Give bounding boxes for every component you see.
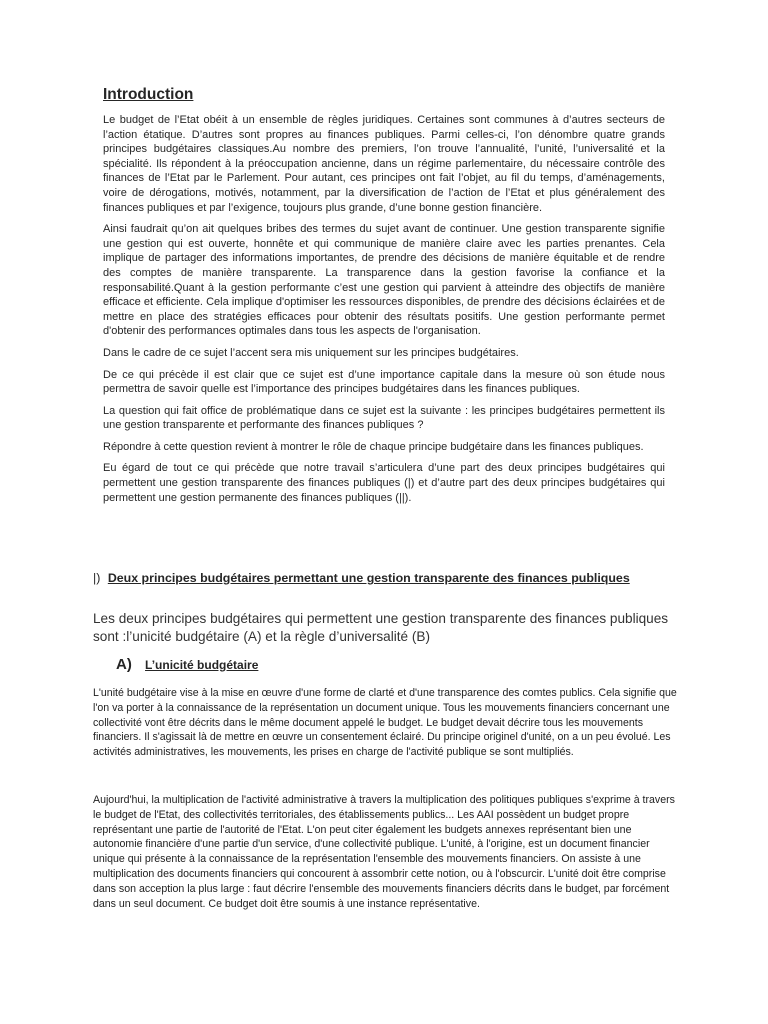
subsection-paragraph: L'unité budgétaire vise à la mise en œuvre d'une forme de clarté et d'une transparence des comtes publics. Cela signifie que l'on va porter à la connaissance de la représentation un document unique. Tous les mouvements financiers concernant une collectivité vont être décrits dans le même document appelé le budget. Le budget devait décrire tous les mouvements financiers. Il s'agissait là de mettre en œuvre un consentement éclairé. Du principe originel d'unité, on a un peu évolué. Les activités administratives, les mouvements, les prises en charge de l'activité publique se sont multipliés. [93,687,677,759]
intro-paragraph: Le budget de l’Etat obéit à un ensemble de règles juridiques. Certaines sont communes à d’autres secteurs de l’action étatique. D’autres sont propres au finances publiques. Parmi celles-ci, l’on dénombre quatre grands principes budgétaires classiques.Au nombre des premiers, l’on trouve l’annualité, l’unité, l’universalité et la spécialité. Ils répondent à la préoccupation ancienne, dans un régime parlementaire, du nécessaire contrôle des finances de l’Etat par le Parlement. Pour autant, ces principes ont fait l’objet, au fil du temps, d’aménagements, voire de dérogations, motivés, notamment, par la diversification de l’action de l’Etat et plus généralement des finances publiques et par l’exigence, toujours plus grande, d’une bonne gestion financière. [103,114,665,214]
section-title: Deux principes budgétaires permettant une gestion transparente des finances publiques [107,571,630,585]
introduction-heading: Introduction [103,86,194,103]
intro-paragraph: Dans le cadre de ce sujet l’accent sera mis uniquement sur les principes budgétaires. [103,346,519,359]
section-1-intro: Les deux principes budgétaires qui permettent une gestion transparente des finances publiques sont :l’unicité budgétaire (A) et la règle d’universalité (B) [93,611,669,644]
intro-paragraph: De ce qui précède il est clair que ce sujet est d’une importance capitale dans la mesure où son étude nous permettra de savoir quelle est l’importance des principes budgétaires dans les finances publiques. [103,368,665,396]
intro-paragraph: Eu égard de tout ce qui précède que notre travail s’articulera d’une part des deux principes budgétaires qui permettent une gestion transparente des finances publiques (|) et d’autre part des deux principes budgétaires qui permettent une gestion permanente des finances publiques (||). [103,462,665,504]
subsection-a-heading [116,652,258,674]
intro-paragraph: La question qui fait office de problématique dans ce sujet est la suivante : les principes budgétaires permettent ils une gestion transparente et performante des finances publiques ? [103,404,665,432]
intro-paragraph: Répondre à cette question revient à montrer le rôle de chaque principe budgétaire dans les finances publiques. [103,440,644,453]
subsection-label: A) [116,656,132,673]
subsection-paragraph: Aujourd'hui, la multiplication de l'activité administrative à travers la multiplication des politiques publiques s'exprime à travers le budget de l'Etat, des collectivités territoriales, des établissements publics... Les AAI possèdent un budget propre représentant une partie de l'autorité de l'Etat. L'on peut citer également les budgets annexes représentant bien une autonomie financière d'une partie d'un service, d'une collectivité publique. L'unité, à l'origine, est un document financier unique qui présente à la connaissance de la représentation l'ensemble des mouvements financiers. On assiste à une multiplication des documents financiers qui concourent à assombrir cette notion, ou à l'obscurcir. L'unité doit être comprise dans son acception la plus large : faut décrire l'ensemble des mouvements financiers décrits dans le budget, par forcément dans un seul document. Ce budget doit être soumis à une instance représentative. [93,794,675,910]
subsection-title: L’unicité budgétaire [145,658,259,672]
introduction-body [103,113,665,512]
intro-paragraph: Ainsi faudrait qu’on ait quelques bribes des termes du sujet avant de continuer. Une gestion transparente signifie une gestion qui est ouverte, honnête et qui communique de manière claire avec les parties prenantes. Cela implique de partager des informations importantes, de prendre des décisions de manière équitable et de rendre des comptes de manière transparente. La transparence dans la gestion favorise la confiance et la responsabilité.Quant à la gestion performante c’est une gestion qui parvient à atteindre des objectifs de manière efficace et efficiente. Cela implique d'optimiser les ressources disponibles, de prendre des décisions éclairées et de mettre en place des stratégies efficaces pour obtenir des résultats positifs. Une gestion performante permet d'obtenir des performances optimales dans tous les aspects de l'organisation. [103,223,665,338]
section-1-heading [93,570,665,586]
section-number: |) [93,571,101,585]
